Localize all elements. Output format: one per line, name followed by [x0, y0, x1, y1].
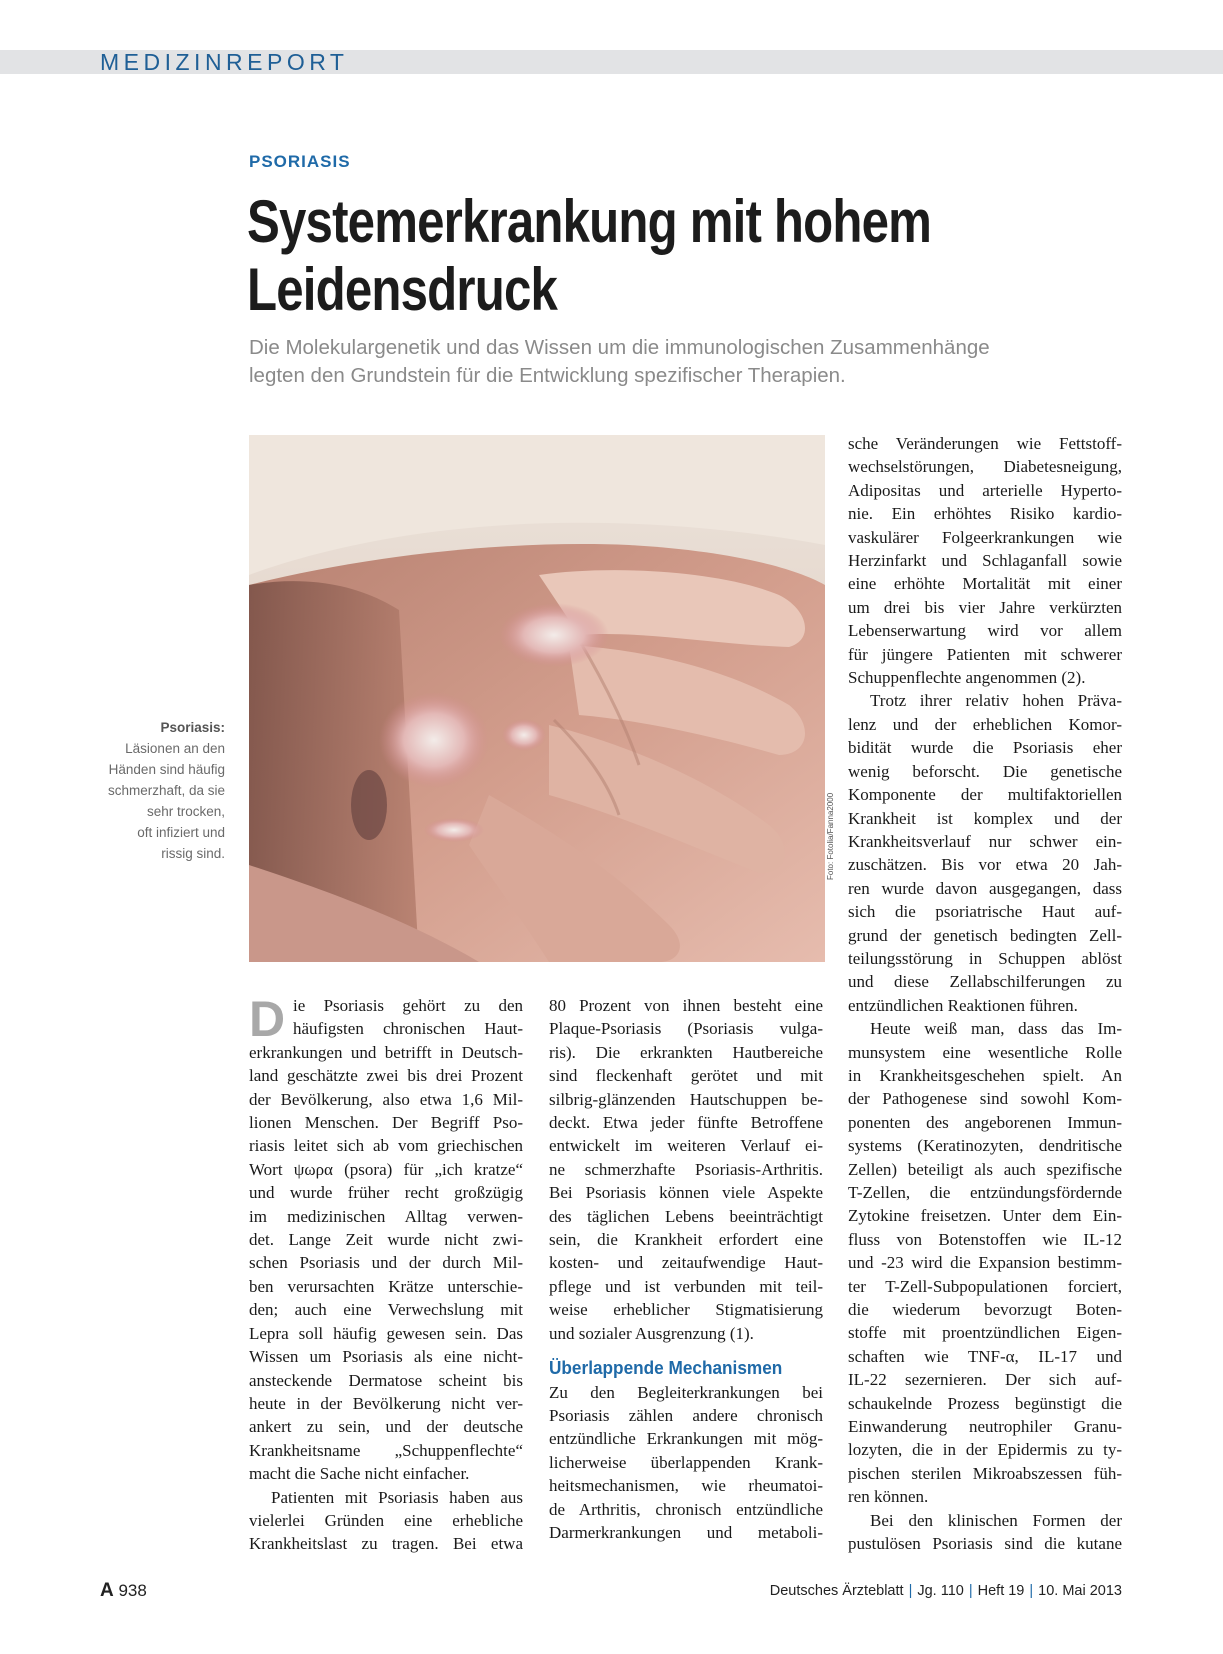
body-column-3 [848, 432, 1122, 1556]
text-line: Bei den klinischen Formen der [870, 1510, 1122, 1530]
text-line: ankert zu sein, und der deutsche [249, 1417, 523, 1437]
text-line: Trotz ihrer relativ hohen Präva- [870, 691, 1122, 711]
text-line: zuschätzen. Bis vor etwa 20 Jah- [848, 855, 1122, 875]
text-line: Krankheitsname „Schuppenflechte“ [249, 1440, 523, 1460]
text-line: pflege und ist verbunden mit teil- [549, 1276, 823, 1296]
journal-citation [770, 1583, 1122, 1599]
text-line: ponenten des angeborenen Immun- [848, 1112, 1122, 1132]
text-line: ansteckende Dermatose scheint bis [249, 1370, 523, 1390]
text-line: T-Zellen, die entzündungsfördernde [848, 1183, 1122, 1202]
text-line: entzündliche Erkrankungen mit mög- [549, 1429, 823, 1449]
journal-volume: Jg. 110 [917, 1583, 964, 1599]
text-line: Komponente der multifaktoriellen [848, 785, 1122, 805]
text-line: IL-22 sezernieren. Der sich auf- [848, 1370, 1122, 1390]
text-line: des täglichen Lebens beeinträchtigt [549, 1206, 823, 1226]
text-line: Wort ψωρα (psora) für „ich kratze“ [249, 1159, 523, 1179]
text-line: ie Psoriasis gehört zu den [293, 996, 523, 1015]
text-line: vielerlei Gründen eine erhebliche [249, 1510, 523, 1530]
text-line: schaukelnde Prozess begünstigt die [848, 1393, 1122, 1413]
text-line: munsystem eine wesentliche Rolle [848, 1042, 1122, 1062]
text-line: Zu den Begleiterkrankungen bei [549, 1382, 823, 1402]
text-line: um drei bis vier Jahre verkürzten [848, 597, 1122, 617]
separator: | [1029, 1583, 1034, 1599]
section-subheading: Überlappende Mechanismen [549, 1357, 783, 1379]
text-line: kosten- und zeitaufwendige Haut- [549, 1253, 823, 1273]
text-line: entwickelt im weiteren Verlauf ei- [549, 1136, 823, 1156]
text-line: pischen sterilen Mikroabszessen füh- [848, 1463, 1122, 1483]
text-line: der Bevölkerung, also etwa 1,6 Mil- [249, 1089, 523, 1109]
text-line: lenz und der erheblichen Komor- [848, 714, 1122, 734]
section-label: MEDIZINREPORT [100, 49, 349, 75]
text-line: macht die Sache nicht einfacher. [249, 1464, 470, 1484]
text-line: ris). Die erkrankten Hautbereiche [549, 1042, 823, 1062]
text-line: Lebenserwartung wird vor allem [848, 621, 1122, 641]
text-line: Krankheitslast zu tragen. Bei etwa [249, 1534, 523, 1554]
text-line: silbrig-glänzenden Hautschuppen be- [549, 1089, 823, 1109]
text-line: im medizinischen Alltag verwen- [249, 1206, 523, 1226]
text-line: erkrankungen und betrifft in Deutsch- [249, 1042, 523, 1062]
text-line: Schuppenflechte angenommen (2). [848, 668, 1086, 688]
text-line: ren wurde davon ausgegangen, dass [848, 878, 1122, 898]
text-line: grund der genetisch bedingten Zell- [848, 925, 1122, 945]
text-line: wechselstörungen, Diabetesneigung, [848, 457, 1122, 477]
text-line: sich die psoriatrische Haut auf- [848, 902, 1122, 922]
dropcap-paragraph-start [249, 991, 523, 1047]
text-line: Lepra soll häufig gewesen sein. Das [249, 1323, 523, 1343]
text-line: Krankheitsverlauf nur schwer ein- [848, 831, 1122, 851]
body-column-1 [249, 991, 523, 1556]
text-line: Patienten mit Psoriasis haben aus [271, 1487, 523, 1507]
text-line: systems (Keratinozyten, dendritische [848, 1136, 1122, 1156]
separator: | [968, 1583, 973, 1599]
text-line: Psoriasis zählen andere chronisch [549, 1405, 823, 1425]
text-line: den; auch eine Verwechslung mit [249, 1300, 523, 1320]
text-line: Heute weiß man, dass das Im- [870, 1019, 1122, 1039]
text-line: sein, die Krankheit erfordert eine [549, 1230, 823, 1250]
text-line: Bei Psoriasis können viele Aspekte [549, 1183, 823, 1203]
text-line: vaskulärer Folgeerkrankungen wie [848, 527, 1122, 547]
caption-line: schmerzhaft, da sie [107, 783, 225, 798]
text-line: nie. Ein erhöhtes Risiko kardio- [848, 504, 1122, 524]
text-line: Herzinfarkt und Schlaganfall sowie [848, 551, 1122, 571]
text-line: sind fleckenhaft gerötet und mit [549, 1066, 823, 1086]
text-line: lozyten, die in der Epidermis zu ty- [848, 1440, 1122, 1460]
journal-name: Deutsches Ärzteblatt [769, 1583, 904, 1599]
psoriasis-hand-photo [249, 435, 825, 962]
text-line: weise erheblicher Stigmatisierung [549, 1300, 823, 1320]
text-line: die wiederum bevorzugt Boten- [848, 1300, 1122, 1320]
headline-line: Systemerkrankung mit hohem [247, 188, 932, 255]
text-line: und sozialer Ausgrenzung (1). [549, 1323, 754, 1343]
text-line: schen Psoriasis und der durch Mil- [249, 1253, 523, 1273]
caption-title: Psoriasis: [160, 720, 225, 735]
text-line: Plaque-Psoriasis (Psoriasis vulga- [549, 1019, 823, 1039]
headline-line: Leidensdruck [247, 256, 558, 323]
caption-line: rissig sind. [161, 846, 225, 861]
text-line: sche Veränderungen wie Fettstoff- [848, 434, 1122, 453]
text-line: de Arthritis, chronisch entzündliche [549, 1499, 823, 1519]
article-kicker: PSORIASIS [249, 152, 351, 171]
text-line: häufigsten chronischen Haut- [293, 1019, 523, 1039]
text-line: eine erhöhte Mortalität mit einer [848, 574, 1122, 594]
caption-line: oft infiziert und [137, 825, 225, 840]
caption-line: sehr trocken, [146, 804, 225, 819]
text-line: Darmerkrankungen und metaboli- [549, 1522, 823, 1542]
text-line: Zellen) beteiligt als auch spezifische [848, 1159, 1122, 1179]
photo-caption [80, 717, 225, 864]
text-line: der Pathogenese sind sowohl Kom- [848, 1089, 1122, 1109]
text-line: ter T-Zell-Subpopulationen forciert, [848, 1276, 1122, 1296]
journal-date: 10. Mai 2013 [1038, 1583, 1122, 1599]
text-line: Wissen um Psoriasis als eine nicht- [249, 1347, 523, 1367]
separator: | [908, 1583, 913, 1599]
text-line: pustulösen Psoriasis sind die kutane [848, 1534, 1122, 1554]
journal-issue: Heft 19 [977, 1583, 1025, 1599]
text-line: teilungsstörung in Schuppen ablöst [848, 948, 1122, 968]
text-line: det. Lange Zeit wurde nicht zwi- [249, 1230, 523, 1250]
text-line: ben verursachten Krätze unterschie- [249, 1276, 523, 1296]
text-line: Adipositas und arterielle Hyperto- [848, 480, 1122, 500]
body-column-2 [549, 994, 823, 1544]
text-line: für jüngere Patienten mit schwerer [848, 644, 1122, 664]
text-line: 80 Prozent von ihnen besteht eine [549, 996, 823, 1015]
text-line: lionen Menschen. Der Begriff Pso- [249, 1113, 523, 1133]
text-line: entzündlichen Reaktionen führen. [848, 995, 1078, 1015]
page-number-value: 938 [118, 1581, 147, 1600]
text-line: in Krankheitsgeschehen spielt. An [848, 1065, 1122, 1085]
text-line: schaften wie TNF-α, IL-17 und [848, 1346, 1122, 1366]
text-line: ren können. [848, 1487, 929, 1507]
text-line: stoffe mit proentzündlichen Eigen- [848, 1323, 1122, 1343]
text-line: heitsmechanismen, wie rheumatoi- [549, 1476, 823, 1496]
text-line: Krankheit ist komplex und der [848, 808, 1122, 828]
standfirst-line: Die Molekulargenetik und das Wissen um die immunologischen Zusammenhänge [249, 336, 990, 359]
text-line: licherweise überlappenden Krank- [549, 1452, 823, 1472]
text-line: heute in der Bevölkerung nicht ver- [249, 1393, 523, 1413]
caption-line: Läsionen an den [125, 741, 225, 756]
photo-credit: Foto: Fotolia/Fanna2000 [826, 792, 835, 880]
article-headline [247, 188, 985, 324]
text-line: ne schmerzhafte Psoriasis-Arthritis. [549, 1159, 823, 1179]
text-line: Zytokine freisetzen. Unter dem Ein- [848, 1206, 1122, 1226]
text-line: fluss von Botenstoffen wie IL-12 [848, 1229, 1122, 1249]
page-prefix: A [100, 1580, 114, 1601]
standfirst-line: legten den Grundstein für die Entwicklung spezifischer Therapien. [249, 364, 846, 387]
dropcap: D [249, 991, 286, 1047]
text-line: wenig beforscht. Die genetische [848, 761, 1122, 781]
text-line: und diese Zellabschilferungen zu [848, 972, 1122, 992]
text-line: und wurde früher recht großzügig [249, 1183, 523, 1203]
page-number [100, 1580, 147, 1602]
text-line: land geschätzte zwei bis drei Prozent [249, 1066, 523, 1086]
text-line: Einwanderung neutrophiler Granu- [848, 1417, 1122, 1437]
article-standfirst [249, 334, 1129, 390]
text-line: riasis leitet sich ab vom griechischen [249, 1136, 523, 1156]
caption-line: Händen sind häufig [108, 762, 225, 777]
text-line: deckt. Etwa jeder fünfte Betroffene [549, 1113, 823, 1133]
text-line: und -23 wird die Expansion bestimm- [848, 1253, 1122, 1273]
text-line: bidität wurde die Psoriasis eher [848, 738, 1122, 758]
